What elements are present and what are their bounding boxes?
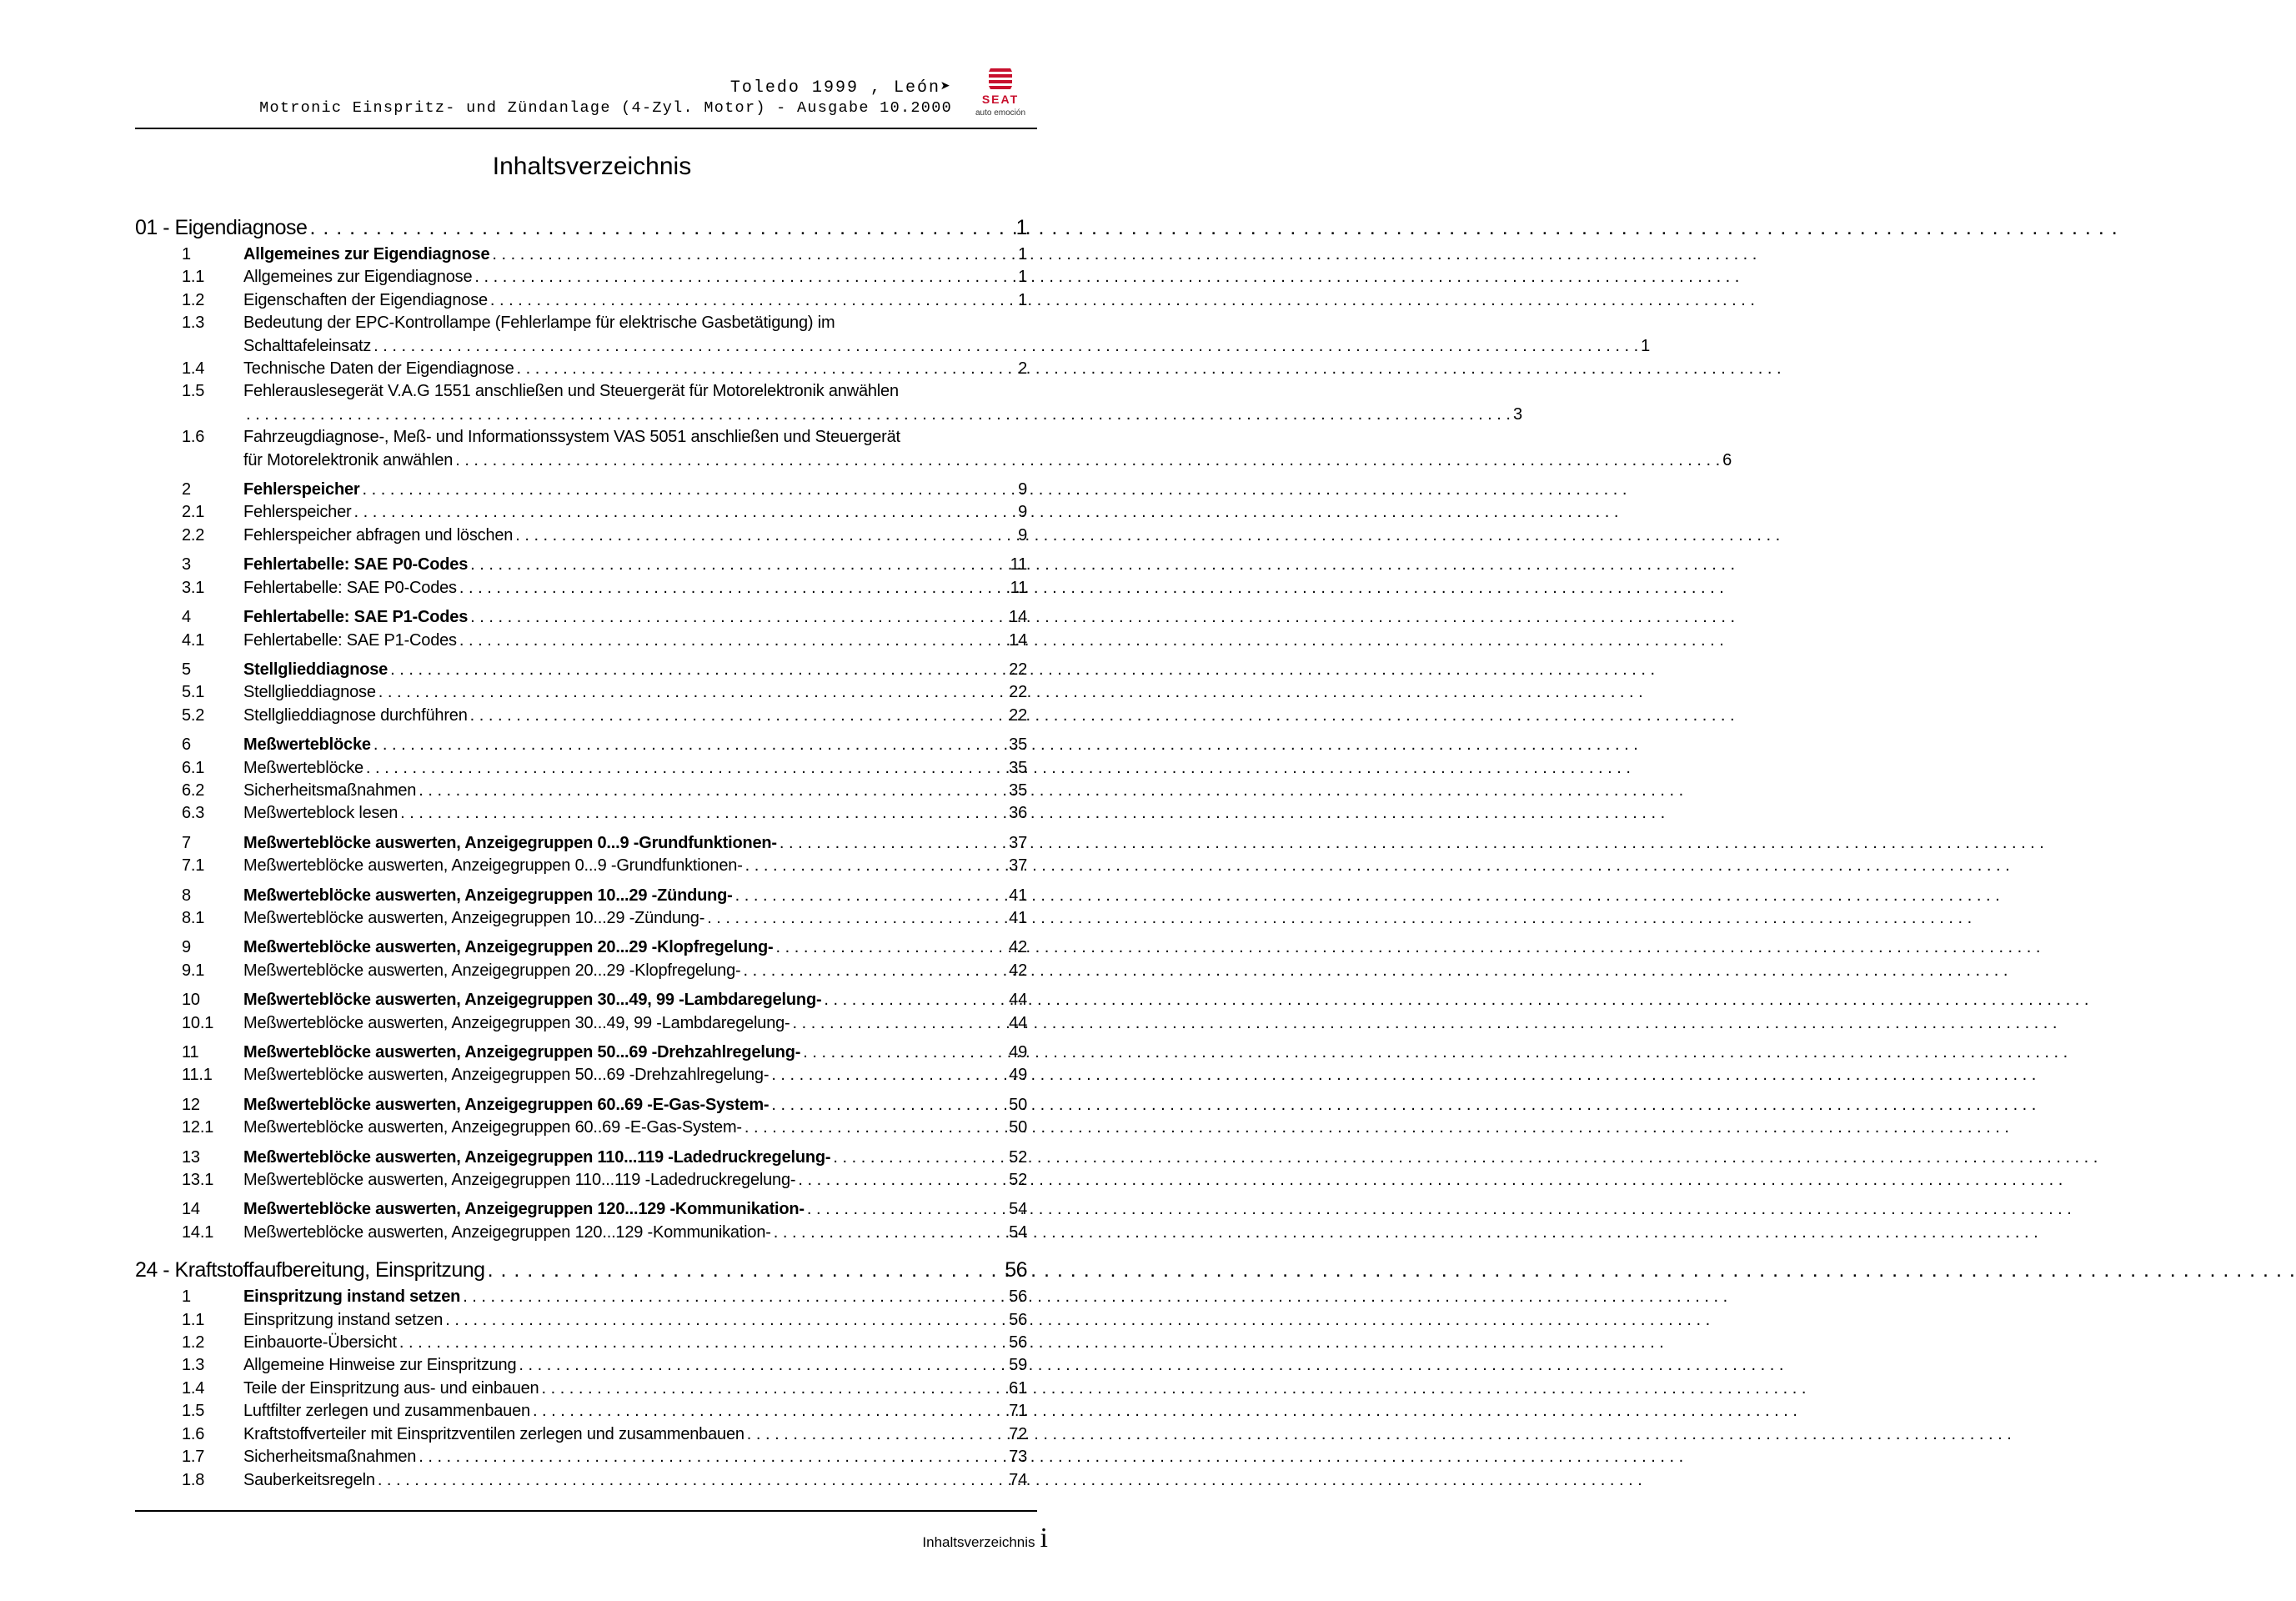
toc-entry[interactable] [135, 1378, 1027, 1400]
toc-leader [515, 524, 1015, 547]
toc-leader [246, 404, 1511, 426]
toc-entry-number: 6.1 [182, 758, 205, 777]
toc-page-number: 42 [1009, 938, 1027, 957]
toc-entry-number: 4.1 [182, 630, 205, 650]
toc-chapter-label: 01 - Eigendiagnose [135, 216, 308, 239]
toc-leader [373, 335, 1638, 358]
toc-page-number: 35 [1009, 758, 1027, 777]
toc-leader [373, 734, 1006, 756]
toc-entry-label: Einspritzung instand setzen [243, 1287, 461, 1307]
toc-leader [707, 907, 1006, 930]
toc-leader [419, 780, 1006, 802]
toc-entry-number: 9 [182, 938, 191, 957]
toc-entry-label: Stellglieddiagnose [243, 660, 389, 679]
toc-entry-number: 1.4 [182, 1378, 205, 1398]
footer-rule [135, 1510, 1037, 1512]
toc-page-number: 1 [1018, 245, 1027, 263]
toc-entry[interactable] [135, 757, 1027, 780]
toc-entry-label: Kraftstoffverteiler mit Einspritzventilen zerlegen und zusammenbauen [243, 1424, 744, 1443]
toc-entry-label: Luftfilter zerlegen und zusammenbauen [243, 1402, 530, 1421]
toc-entry-label: Fahrzeugdiagnose-, Meß- und Informationssystem VAS 5051 anschließen und Steuergerät [243, 428, 900, 447]
toc-entry-label: Fehlertabelle: SAE P0-Codes [243, 555, 469, 575]
toc-entry[interactable] [135, 1423, 1027, 1446]
toc-leader [400, 802, 1006, 825]
toc-entry[interactable] [135, 780, 1027, 802]
toc-section[interactable] [135, 479, 1027, 501]
toc-entry-number: 1 [182, 245, 191, 263]
toc-leader [474, 266, 1015, 289]
toc-entry-label: Stellglieddiagnose [243, 683, 376, 702]
toc-page-number: 56 [1009, 1333, 1027, 1353]
toc-leader [459, 577, 1008, 600]
toc-page-number: 6 [1722, 450, 1732, 469]
toc-entry-number: 10.1 [182, 1013, 214, 1032]
toc-entry[interactable] [135, 1332, 1027, 1354]
toc-entry[interactable] [135, 312, 1651, 358]
toc-entry-label: Meßwerteblöcke auswerten, Anzeigegruppen 10...29 -Zündung- [243, 908, 705, 927]
toc-entry-number: 5.1 [182, 683, 205, 702]
toc-leader [366, 757, 1006, 780]
toc-page-number: 50 [1009, 1118, 1027, 1137]
toc-page-number: 37 [1009, 833, 1027, 852]
toc-page-number: 49 [1009, 1066, 1027, 1085]
logo-text: SEAT [981, 93, 1020, 106]
toc-entry-number: 11 [182, 1043, 199, 1061]
toc-entry-number: 4 [182, 608, 191, 627]
toc-entry-number: 1.5 [182, 1402, 205, 1421]
toc-page-number: 56 [1005, 1258, 1027, 1282]
toc-entry-label: Teile der Einspritzung aus- und einbauen [243, 1378, 539, 1398]
toc-entry-number: 1.2 [182, 290, 205, 309]
toc-entry-label: Meßwerteblöcke auswerten, Anzeigegruppen 50...69 -Drehzahlregelung- [243, 1066, 770, 1085]
toc-leader [803, 1041, 1006, 1064]
toc-section[interactable] [135, 989, 1027, 1011]
toc-entry-number: 1.1 [182, 1310, 205, 1329]
toc-entry[interactable] [135, 1400, 1027, 1423]
toc-section[interactable] [135, 832, 1027, 855]
header-text [259, 78, 952, 118]
toc-page-number: 52 [1009, 1147, 1027, 1167]
toc-leader [309, 213, 1013, 242]
toc-page-number: 14 [1009, 608, 1027, 627]
toc-entry-number: 14 [182, 1200, 200, 1219]
toc-entry-label: Meßwerteblock lesen [243, 804, 399, 823]
toc-page-number: 11 [1010, 555, 1027, 575]
toc-entry[interactable] [135, 1446, 1027, 1468]
toc-entry[interactable] [135, 524, 1027, 547]
toc-page-number: 2 [1018, 359, 1027, 379]
toc-section[interactable] [135, 1094, 1027, 1117]
toc-page-number: 41 [1009, 886, 1027, 905]
toc-entry-number: 5.2 [182, 705, 205, 725]
page-header [135, 78, 1035, 132]
toc-section[interactable] [135, 243, 1027, 266]
toc-page-number: 1 [1641, 336, 1651, 355]
toc-entry-label: Meßwerteblöcke auswerten, Anzeigegruppen 0...9 -Grundfunktionen- [243, 856, 743, 876]
toc-page-number: 9 [1018, 480, 1027, 499]
toc-page-number: 73 [1009, 1448, 1027, 1467]
toc-entry-label: Sicherheitsmaßnahmen [243, 780, 417, 800]
toc-chapter-label: 24 - Kraftstoffaufbereitung, Einspritzung [135, 1258, 485, 1282]
toc-page-number: 54 [1009, 1222, 1027, 1242]
toc-entry-label: Eigenschaften der Eigendiagnose [243, 290, 488, 309]
toc-entry-number: 1.1 [182, 268, 205, 287]
toc-section[interactable] [135, 554, 1027, 576]
toc-entry-number: 13 [182, 1147, 200, 1167]
toc-entry[interactable] [135, 1012, 1027, 1035]
toc-entry-number: 1.6 [182, 1424, 205, 1443]
header-subtitle: Motronic Einspritz- und Zündanlage (4-Zyl. Motor) - Ausgabe 10.2000 [259, 99, 952, 117]
toc-entry-number: 1.3 [182, 1356, 205, 1375]
toc-entry-label: Einbauorte-Übersicht [243, 1333, 397, 1353]
toc-entry-label: Fehlertabelle: SAE P0-Codes [243, 578, 457, 597]
toc-section[interactable] [135, 936, 1027, 959]
toc-page-number: 42 [1009, 961, 1027, 980]
toc-leader [492, 243, 1015, 266]
toc-entry[interactable] [135, 289, 1027, 312]
toc-section[interactable] [135, 1147, 1027, 1169]
toc-page-number: 52 [1009, 1171, 1027, 1190]
footer-label: Inhaltsverzeichnis [922, 1534, 1035, 1550]
toc-entry-label: Einspritzung instand setzen [243, 1310, 444, 1329]
toc-page-number: 74 [1009, 1470, 1027, 1489]
toc-leader [399, 1332, 1006, 1354]
toc-leader [463, 1286, 1006, 1308]
toc-section[interactable] [135, 606, 1027, 629]
toc-entry-number: 8.1 [182, 908, 205, 927]
toc-entry-label: Meßwerteblöcke auswerten, Anzeigegruppen 60..69 -E-Gas-System- [243, 1118, 742, 1137]
toc-entry[interactable] [135, 1354, 1027, 1377]
table-of-contents [135, 213, 1732, 1492]
toc-entry-number: 3 [182, 555, 191, 575]
toc-entry[interactable] [135, 380, 1522, 426]
toc-leader [378, 1469, 1006, 1492]
toc-entry-label-cont: für Motorelektronik anwählen [243, 450, 454, 469]
toc-entry-number: 1.5 [182, 382, 205, 401]
toc-chapter[interactable] [135, 213, 1027, 242]
toc-page-number: 59 [1009, 1356, 1027, 1375]
page-title: Inhaltsverzeichnis [492, 153, 692, 180]
toc-entry-label: Fehlerspeicher [243, 503, 352, 522]
toc-page-number: 44 [1009, 1013, 1027, 1032]
toc-entry-label: Meßwerteblöcke auswerten, Anzeigegruppen 60..69 -E-Gas-System- [243, 1095, 770, 1114]
toc-entry-label: Sauberkeitsregeln [243, 1470, 375, 1489]
toc-page-number: 49 [1009, 1043, 1027, 1061]
toc-entry-label: Sicherheitsmaßnahmen [243, 1448, 417, 1467]
toc-entry-label: Stellglieddiagnose durchführen [243, 705, 468, 725]
toc-entry[interactable] [135, 501, 1027, 524]
toc-leader [774, 1222, 1006, 1244]
toc-entry-label: Meßwerteblöcke auswerten, Anzeigegruppen 120...129 -Kommunikation- [243, 1222, 771, 1242]
toc-entry-label: Fehlertabelle: SAE P1-Codes [243, 608, 469, 627]
toc-entry-label: Allgemeine Hinweise zur Einspritzung [243, 1356, 517, 1375]
toc-entry[interactable] [135, 1117, 1027, 1139]
toc-leader [354, 501, 1016, 524]
toc-leader [459, 630, 1006, 652]
toc-entry-label: Fehlerspeicher abfragen und löschen [243, 525, 514, 545]
toc-page-number: 41 [1009, 908, 1027, 927]
toc-entry-label: Allgemeines zur Eigendiagnose [243, 268, 473, 287]
toc-entry-number: 10 [182, 991, 200, 1010]
toc-entry[interactable] [135, 960, 1027, 982]
toc-entry-number: 3.1 [182, 578, 205, 597]
toc-entry-label: Meßwerteblöcke auswerten, Anzeigegruppen 20...29 -Klopfregelung- [243, 961, 741, 980]
toc-page-number: 22 [1009, 660, 1027, 679]
toc-leader [517, 358, 1016, 380]
header-model: Toledo 1999 , León➤ [729, 78, 952, 98]
page-footer [922, 1523, 1048, 1554]
toc-entry[interactable] [135, 1169, 1027, 1192]
toc-leader [390, 659, 1006, 681]
toc-entry-number: 12 [182, 1095, 200, 1114]
toc-leader [519, 1354, 1006, 1377]
toc-leader [533, 1400, 1006, 1423]
toc-leader [541, 1378, 1006, 1400]
toc-entry-label: Meßwerteblöcke auswerten, Anzeigegruppen 120...129 -Kommunikation- [243, 1200, 805, 1219]
toc-page-number: 44 [1009, 991, 1027, 1010]
toc-entry[interactable] [135, 681, 1027, 704]
toc-entry-number: 8 [182, 886, 191, 905]
toc-entry-label: Meßwerteblöcke auswerten, Anzeigegruppen 10...29 -Zündung- [243, 886, 733, 905]
toc-entry-number: 1.2 [182, 1333, 205, 1353]
toc-leader [745, 855, 1006, 877]
toc-leader [470, 705, 1007, 727]
seat-logo [965, 65, 1035, 120]
toc-page-number: 9 [1018, 503, 1027, 522]
toc-page-number: 71 [1009, 1402, 1027, 1421]
toc-entry-number: 2.2 [182, 525, 205, 545]
toc-entry[interactable] [135, 1309, 1027, 1332]
toc-entry-number: 12.1 [182, 1118, 214, 1137]
footer-page-number: i [1040, 1523, 1048, 1553]
toc-page-number: 1 [1018, 290, 1027, 309]
toc-entry-number: 9.1 [182, 961, 205, 980]
toc-entry[interactable] [135, 907, 1027, 930]
toc-entry[interactable] [135, 426, 1732, 472]
toc-leader [743, 960, 1006, 982]
toc-leader [490, 289, 1015, 312]
toc-entry-label: Meßwerteblöcke auswerten, Anzeigegruppen 50...69 -Drehzahlregelung- [243, 1043, 801, 1061]
toc-entry-label: Fehlertabelle: SAE P1-Codes [243, 630, 457, 650]
toc-leader [833, 1147, 1006, 1169]
toc-entry-label: Meßwerteblöcke auswerten, Anzeigegruppen 110...119 -Ladedruckregelung- [243, 1147, 831, 1167]
toc-entry-label: Meßwerteblöcke auswerten, Anzeigegruppen 30...49, 99 -Lambdaregelung- [243, 991, 822, 1010]
toc-leader [793, 1012, 1007, 1035]
toc-entry-label: Fehlerspeicher [243, 480, 360, 499]
toc-entry-number: 1.7 [182, 1448, 205, 1467]
toc-page-number: 37 [1009, 856, 1027, 876]
toc-entry-number: 13.1 [182, 1171, 214, 1190]
toc-leader [771, 1064, 1006, 1087]
toc-section[interactable] [135, 1198, 1027, 1221]
toc-entry[interactable] [135, 266, 1027, 289]
header-rule [135, 128, 1037, 129]
toc-leader [735, 885, 1006, 907]
toc-page-number: 72 [1009, 1424, 1027, 1443]
toc-entry-label: Meßwerteblöcke auswerten, Anzeigegruppen 0...9 -Grundfunktionen- [243, 833, 777, 852]
toc-leader [455, 449, 1720, 472]
toc-section[interactable] [135, 1286, 1027, 1308]
toc-entry-number: 6.2 [182, 780, 205, 800]
toc-leader [744, 1117, 1006, 1139]
toc-page-number: 1 [1018, 268, 1027, 287]
toc-leader [771, 1094, 1006, 1117]
toc-leader [445, 1309, 1006, 1332]
toc-leader [824, 989, 1006, 1011]
toc-section[interactable] [135, 1041, 1027, 1064]
toc-page-number: 36 [1009, 804, 1027, 823]
toc-page-number: 1 [1015, 216, 1027, 239]
toc-entry-label: Bedeutung der EPC-Kontrollampe (Fehlerlampe für elektrische Gasbetätigung) im [243, 314, 835, 333]
toc-entry[interactable] [135, 705, 1027, 727]
toc-entry[interactable] [135, 1064, 1027, 1087]
toc-page-number: 22 [1009, 705, 1027, 725]
toc-page-number: 56 [1009, 1310, 1027, 1329]
toc-entry-number: 1.8 [182, 1470, 205, 1489]
toc-entry-label-cont: Schalttafeleinsatz [243, 336, 372, 355]
toc-page-number: 35 [1009, 780, 1027, 800]
toc-entry-label: Technische Daten der Eigendiagnose [243, 359, 514, 379]
toc-entry-number: 1.3 [182, 314, 205, 333]
toc-page-number: 61 [1009, 1378, 1027, 1398]
toc-leader [798, 1169, 1006, 1192]
toc-leader [363, 479, 1016, 501]
toc-leader [470, 606, 1006, 629]
toc-page-number: 9 [1018, 525, 1027, 545]
toc-entry-label: Allgemeines zur Eigendiagnose [243, 245, 490, 263]
toc-entry-label: Meßwerteblöcke auswerten, Anzeigegruppen 20...29 -Klopfregelung- [243, 938, 774, 957]
toc-entry-label: Meßwerteblöcke [243, 758, 363, 777]
toc-entry-label: Fehlerauslesegerät V.A.G 1551 anschließen und Steuergerät für Motorelektronik anwählen [243, 382, 899, 401]
toc-leader [488, 1256, 1003, 1284]
toc-entry-label: Meßwerteblöcke [243, 735, 371, 755]
toc-leader [780, 832, 1006, 855]
toc-entry[interactable] [135, 1222, 1027, 1244]
toc-entry-number: 1 [182, 1287, 191, 1307]
toc-entry[interactable] [135, 630, 1027, 652]
toc-page-number: 22 [1009, 683, 1027, 702]
toc-entry-number: 2 [182, 480, 191, 499]
toc-page-number: 11 [1010, 578, 1027, 597]
toc-leader [378, 681, 1006, 704]
toc-leader [419, 1446, 1006, 1468]
toc-leader [775, 936, 1006, 959]
toc-entry-number: 5 [182, 660, 191, 679]
toc-page-number: 50 [1009, 1095, 1027, 1114]
toc-leader [747, 1423, 1006, 1446]
toc-chapter[interactable] [135, 1256, 1027, 1284]
toc-entry-number: 6.3 [182, 804, 205, 823]
toc-leader [470, 554, 1008, 576]
toc-entry-number: 14.1 [182, 1222, 214, 1242]
toc-page-number: 56 [1009, 1287, 1027, 1307]
toc-page-number: 54 [1009, 1200, 1027, 1219]
toc-entry-number: 7.1 [182, 856, 205, 876]
toc-entry[interactable] [135, 855, 1027, 877]
toc-entry-number: 11.1 [182, 1066, 213, 1085]
toc-entry-number: 1.4 [182, 359, 205, 379]
toc-entry-number: 6 [182, 735, 191, 755]
toc-entry-number: 7 [182, 833, 191, 852]
toc-section[interactable] [135, 734, 1027, 756]
toc-leader [807, 1198, 1006, 1221]
toc-entry-number: 2.1 [182, 503, 205, 522]
toc-entry[interactable] [135, 1469, 1027, 1492]
toc-entry[interactable] [135, 358, 1027, 380]
toc-section[interactable] [135, 885, 1027, 907]
logo-tagline: auto emoción [975, 108, 1026, 118]
toc-entry-label: Meßwerteblöcke auswerten, Anzeigegruppen 110...119 -Ladedruckregelung- [243, 1171, 796, 1190]
toc-section[interactable] [135, 659, 1027, 681]
toc-entry[interactable] [135, 577, 1027, 600]
toc-entry[interactable] [135, 802, 1027, 825]
toc-page-number: 35 [1009, 735, 1027, 755]
toc-page-number: 3 [1512, 404, 1522, 424]
toc-entry-label: Meßwerteblöcke auswerten, Anzeigegruppen 30...49, 99 -Lambdaregelung- [243, 1013, 790, 1032]
toc-page-number: 14 [1009, 630, 1027, 650]
toc-entry-number: 1.6 [182, 428, 205, 447]
